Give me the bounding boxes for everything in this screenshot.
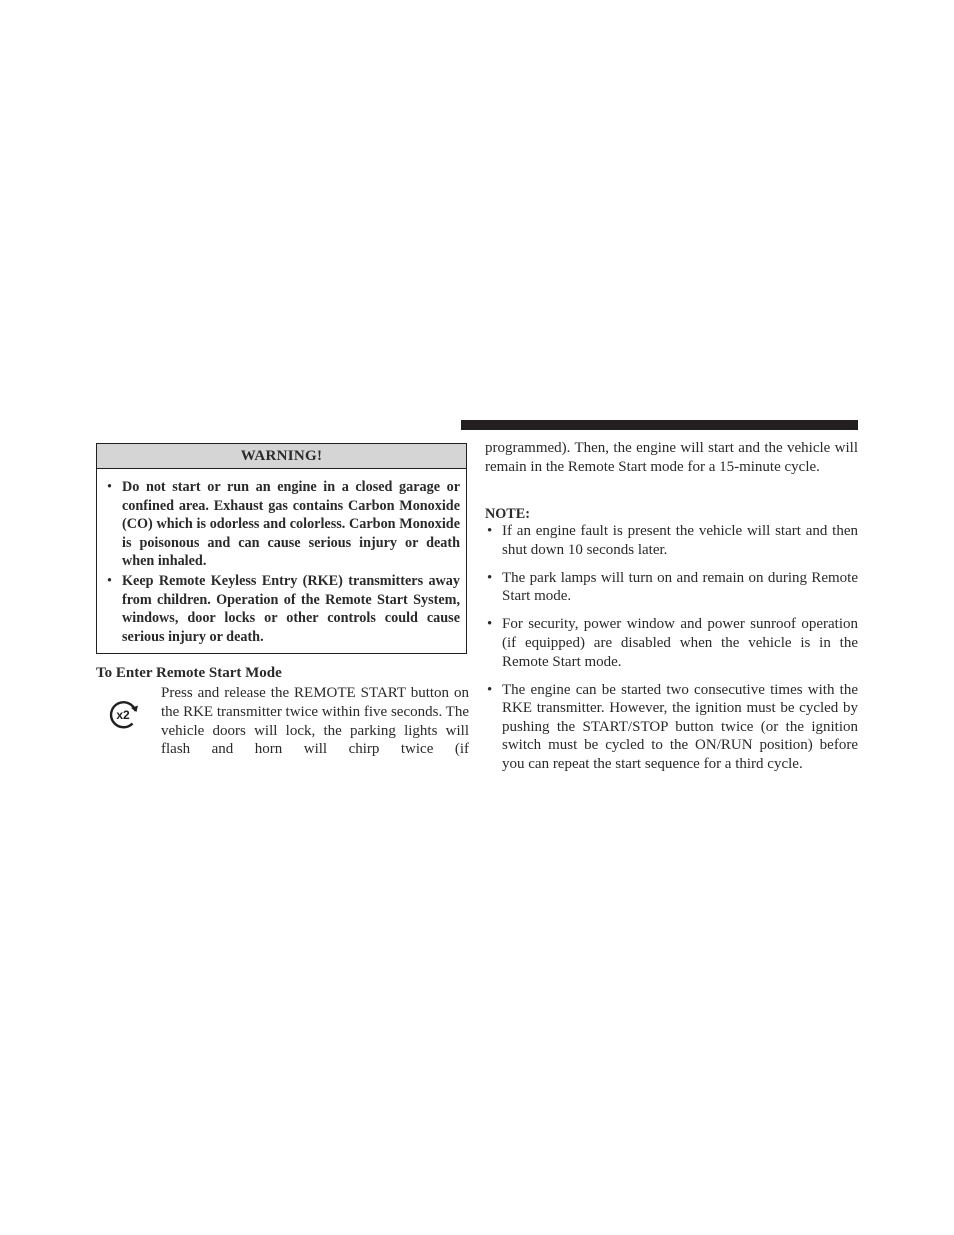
note-item-text: For security, power window and power sunroof operation (if equipped) are disabled when the vehicle is in the Remote Start mode. [502,616,858,670]
bullet-icon: • [487,569,493,586]
bullet-icon: • [107,479,112,495]
note-item [485,522,858,559]
bullet-icon: • [487,616,493,633]
warning-item [105,572,460,646]
x2-icon-label: x2 [116,708,130,722]
note-item [485,569,858,606]
warning-item-text: Do not start or run an engine in a closed garage or confined area. Exhaust gas contains Carbon Monoxide (CO) which is odorless and colorless. Carbon Monoxide is poisonous and can cause serious injury or death when inhaled. [122,479,460,570]
warning-list [97,469,466,646]
warning-title: WARNING! [97,444,466,469]
note-label: NOTE: [485,506,530,522]
intro-paragraph: Press and release the REMOTE START button on the RKE transmitter twice within five seconds. The vehicle doors will lock, the parking lights will flash and horn will chirp twice (if [161,685,469,758]
section-header-bar [461,420,858,430]
note-list [485,522,858,783]
warning-item [105,478,460,571]
warning-box [96,443,467,654]
bullet-icon: • [107,572,112,589]
remote-start-x2-icon [107,700,141,730]
note-item-text: The park lamps will turn on and remain on during Remote Start mode. [502,569,858,605]
warning-item-text: Keep Remote Keyless Entry (RKE) transmitters away from children. Operation of the Remote Start System, windows, door locks or other controls could cause serious injury or death. [122,572,460,645]
bullet-icon: • [487,681,493,698]
section-heading: To Enter Remote Start Mode [96,665,282,681]
continuation-paragraph: programmed). Then, the engine will start and the vehicle will remain in the Remote Start mode for a 15-minute cycle. [485,440,858,475]
bullet-icon: • [487,523,493,539]
note-item [485,681,858,774]
note-item-text: If an engine fault is present the vehicle will start and then shut down 10 seconds later. [502,523,858,558]
note-item-text: The engine can be started two consecutive times with the RKE transmitter. However, the ignition must be cycled by pushing the START/STOP button twice (or the ignition switch must be cycled to the ON/RUN position) before you can repeat the start sequence for a third cycle. [502,681,858,773]
note-item [485,615,858,671]
